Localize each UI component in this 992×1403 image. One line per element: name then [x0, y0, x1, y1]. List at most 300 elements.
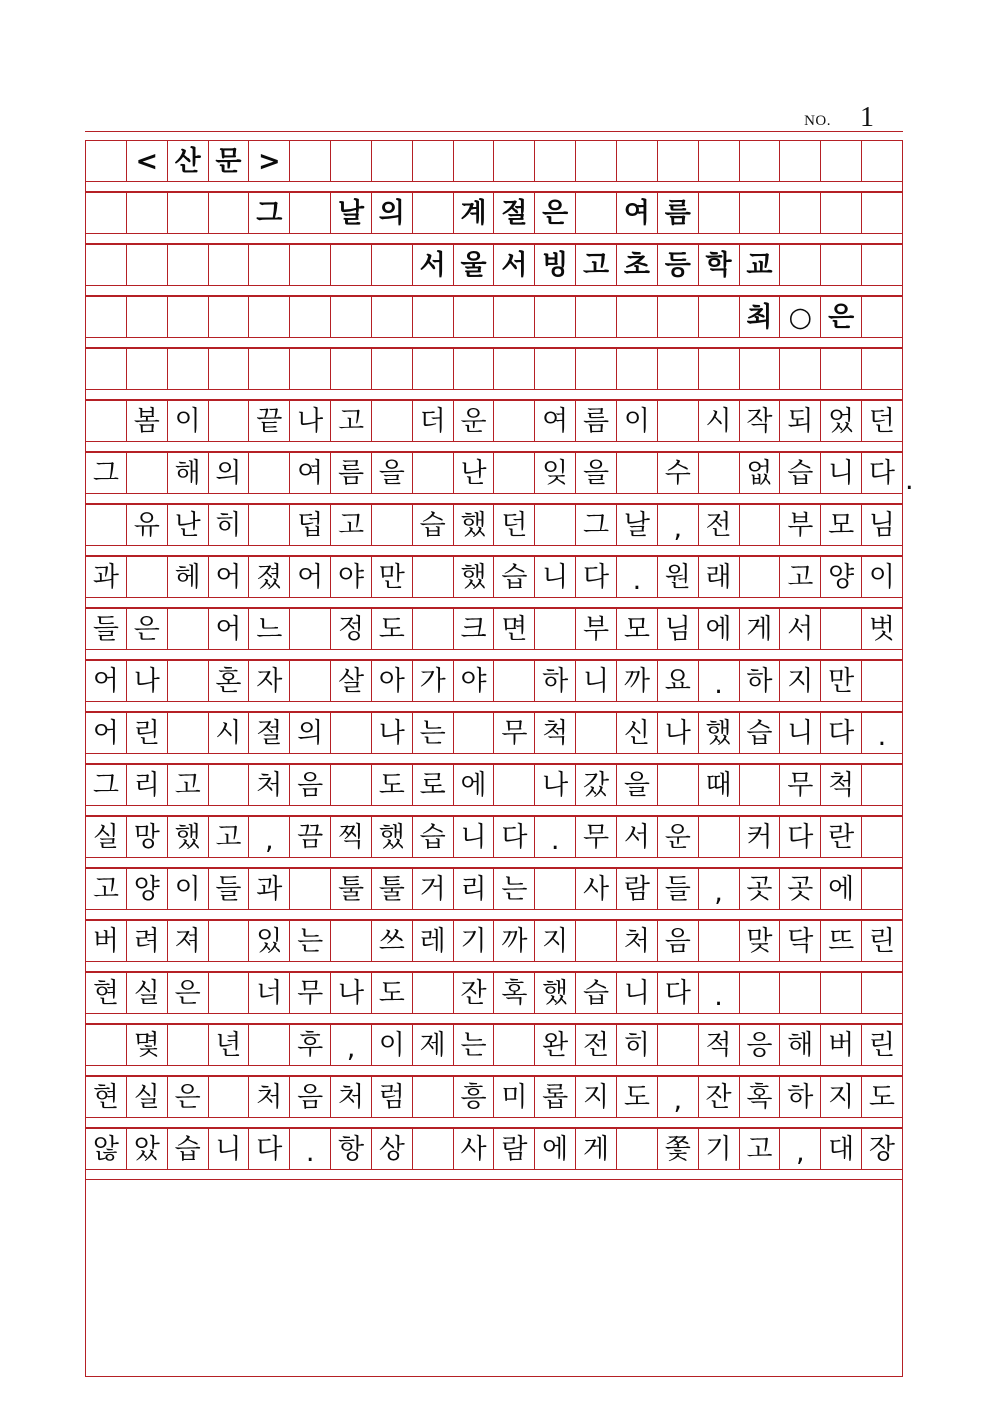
grid-cell[interactable]: 하	[740, 661, 781, 701]
grid-cell[interactable]: 님	[658, 609, 699, 649]
grid-cell[interactable]: 서	[413, 245, 454, 285]
grid-cell[interactable]: 빙	[535, 245, 576, 285]
grid-cell[interactable]	[658, 297, 699, 337]
grid-cell[interactable]	[209, 297, 250, 337]
grid-cell[interactable]	[494, 401, 535, 441]
grid-cell[interactable]: 어	[86, 661, 127, 701]
grid-cell[interactable]	[413, 1077, 454, 1117]
grid-cell[interactable]	[740, 557, 781, 597]
grid-cell[interactable]: 고	[331, 401, 372, 441]
grid-cell[interactable]: .	[699, 661, 740, 701]
grid-cell[interactable]: 지	[535, 921, 576, 961]
grid-cell[interactable]	[658, 765, 699, 805]
grid-cell[interactable]	[535, 349, 576, 389]
grid-cell[interactable]	[290, 193, 331, 233]
grid-cell[interactable]: 양	[127, 869, 168, 909]
grid-cell[interactable]: 은	[127, 609, 168, 649]
grid-cell[interactable]	[86, 349, 127, 389]
grid-cell[interactable]: 쓰	[372, 921, 413, 961]
grid-cell[interactable]	[699, 921, 740, 961]
grid-cell[interactable]	[862, 297, 903, 337]
grid-cell[interactable]	[821, 245, 862, 285]
grid-cell[interactable]	[535, 505, 576, 545]
grid-cell[interactable]: 그	[86, 765, 127, 805]
grid-cell[interactable]: 게	[740, 609, 781, 649]
grid-cell[interactable]: 초	[617, 245, 658, 285]
grid-cell[interactable]: 크	[454, 609, 495, 649]
grid-cell[interactable]: 느	[249, 609, 290, 649]
grid-cell[interactable]: 도	[372, 973, 413, 1013]
grid-cell[interactable]: 척	[821, 765, 862, 805]
grid-cell[interactable]: 린	[127, 713, 168, 753]
grid-cell[interactable]	[290, 141, 331, 181]
grid-cell[interactable]	[862, 817, 903, 857]
grid-cell[interactable]: 럼	[372, 1077, 413, 1117]
grid-cell[interactable]: 살	[331, 661, 372, 701]
grid-cell[interactable]: 어	[209, 557, 250, 597]
grid-cell[interactable]: >	[249, 141, 290, 181]
grid-cell[interactable]: 대	[821, 1129, 862, 1169]
grid-cell[interactable]	[372, 297, 413, 337]
grid-cell[interactable]: 끔	[290, 817, 331, 857]
grid-cell[interactable]: 실	[86, 817, 127, 857]
grid-cell[interactable]	[249, 505, 290, 545]
grid-cell[interactable]	[209, 349, 250, 389]
grid-cell[interactable]	[331, 921, 372, 961]
grid-cell[interactable]	[413, 141, 454, 181]
grid-cell[interactable]: 습	[494, 557, 535, 597]
grid-cell[interactable]	[127, 453, 168, 493]
grid-cell[interactable]	[494, 141, 535, 181]
grid-cell[interactable]: 습	[740, 713, 781, 753]
blank-writing-area[interactable]	[85, 1180, 903, 1377]
grid-cell[interactable]	[780, 141, 821, 181]
grid-cell[interactable]: 잊	[535, 453, 576, 493]
grid-cell[interactable]: 았	[127, 1129, 168, 1169]
grid-cell[interactable]: 닥	[780, 921, 821, 961]
grid-cell[interactable]: 여	[535, 401, 576, 441]
grid-cell[interactable]: 흥	[454, 1077, 495, 1117]
grid-cell[interactable]: 은	[535, 193, 576, 233]
grid-cell[interactable]	[862, 193, 903, 233]
grid-cell[interactable]	[331, 349, 372, 389]
grid-cell[interactable]	[413, 973, 454, 1013]
grid-cell[interactable]	[699, 817, 740, 857]
grid-cell[interactable]: ○	[780, 297, 821, 337]
grid-cell[interactable]: 레	[413, 921, 454, 961]
grid-cell[interactable]: 서	[780, 609, 821, 649]
grid-cell[interactable]: 여	[290, 453, 331, 493]
grid-cell[interactable]: 습	[780, 453, 821, 493]
grid-cell[interactable]	[86, 245, 127, 285]
grid-cell[interactable]: 곳	[740, 869, 781, 909]
grid-cell[interactable]	[413, 193, 454, 233]
grid-cell[interactable]	[454, 141, 495, 181]
grid-cell[interactable]: 장	[862, 1129, 903, 1169]
grid-cell[interactable]: 요	[658, 661, 699, 701]
grid-cell[interactable]: 했	[372, 817, 413, 857]
grid-cell[interactable]: 이	[168, 869, 209, 909]
grid-cell[interactable]	[699, 193, 740, 233]
grid-cell[interactable]	[168, 193, 209, 233]
grid-cell[interactable]: 해	[168, 453, 209, 493]
grid-cell[interactable]: 절	[249, 713, 290, 753]
grid-cell[interactable]: 을	[372, 453, 413, 493]
grid-cell[interactable]	[290, 869, 331, 909]
grid-cell[interactable]	[168, 609, 209, 649]
grid-cell[interactable]: 사	[454, 1129, 495, 1169]
grid-cell[interactable]: 자	[249, 661, 290, 701]
grid-cell[interactable]	[413, 557, 454, 597]
grid-cell[interactable]: 정	[331, 609, 372, 649]
grid-cell[interactable]: 등	[658, 245, 699, 285]
grid-cell[interactable]: 무	[780, 765, 821, 805]
grid-cell[interactable]: 있	[249, 921, 290, 961]
grid-cell[interactable]: 가	[413, 661, 454, 701]
grid-cell[interactable]: 은	[168, 973, 209, 1013]
grid-cell[interactable]: 니	[535, 557, 576, 597]
grid-cell[interactable]	[209, 921, 250, 961]
grid-cell[interactable]	[780, 973, 821, 1013]
grid-cell[interactable]	[168, 245, 209, 285]
grid-cell[interactable]	[780, 349, 821, 389]
grid-cell[interactable]: 신	[617, 713, 658, 753]
grid-cell[interactable]: 문	[209, 141, 250, 181]
grid-cell[interactable]: 이	[168, 401, 209, 441]
grid-cell[interactable]	[86, 1025, 127, 1065]
grid-cell[interactable]: 까	[494, 921, 535, 961]
grid-cell[interactable]: 산	[168, 141, 209, 181]
grid-cell[interactable]	[617, 141, 658, 181]
grid-cell[interactable]: 고	[740, 1129, 781, 1169]
grid-cell[interactable]: 나	[658, 713, 699, 753]
grid-cell[interactable]	[576, 297, 617, 337]
grid-cell[interactable]	[658, 349, 699, 389]
grid-cell[interactable]: 하	[780, 1077, 821, 1117]
grid-cell[interactable]: 무	[290, 973, 331, 1013]
grid-cell[interactable]: 없	[740, 453, 781, 493]
grid-cell[interactable]: 다	[780, 817, 821, 857]
grid-cell[interactable]: 니	[617, 973, 658, 1013]
grid-cell[interactable]	[168, 349, 209, 389]
grid-cell[interactable]	[740, 973, 781, 1013]
grid-cell[interactable]: .	[699, 973, 740, 1013]
grid-cell[interactable]	[290, 349, 331, 389]
grid-cell[interactable]: 절	[494, 193, 535, 233]
grid-cell[interactable]	[249, 349, 290, 389]
grid-cell[interactable]: 곳	[780, 869, 821, 909]
grid-cell[interactable]: 음	[658, 921, 699, 961]
grid-cell[interactable]	[535, 297, 576, 337]
grid-cell[interactable]: 람	[494, 1129, 535, 1169]
grid-cell[interactable]: ,	[658, 1077, 699, 1117]
grid-cell[interactable]: 음	[290, 765, 331, 805]
grid-cell[interactable]: 실	[127, 973, 168, 1013]
grid-cell[interactable]	[127, 297, 168, 337]
grid-cell[interactable]: 완	[535, 1025, 576, 1065]
grid-cell[interactable]	[331, 245, 372, 285]
grid-cell[interactable]: 않	[86, 1129, 127, 1169]
grid-cell[interactable]: 처	[249, 1077, 290, 1117]
grid-cell[interactable]: 만	[372, 557, 413, 597]
grid-cell[interactable]	[168, 1025, 209, 1065]
grid-cell[interactable]: 는	[413, 713, 454, 753]
grid-cell[interactable]	[372, 505, 413, 545]
grid-cell[interactable]: 야	[454, 661, 495, 701]
grid-cell[interactable]	[699, 297, 740, 337]
grid-cell[interactable]	[821, 349, 862, 389]
grid-cell[interactable]: 름	[576, 401, 617, 441]
grid-cell[interactable]: 쫓	[658, 1129, 699, 1169]
grid-cell[interactable]	[862, 973, 903, 1013]
grid-cell[interactable]: 져	[168, 921, 209, 961]
grid-cell[interactable]: 는	[494, 869, 535, 909]
grid-cell[interactable]	[576, 349, 617, 389]
grid-cell[interactable]: 벗	[862, 609, 903, 649]
grid-cell[interactable]: 이	[617, 401, 658, 441]
grid-cell[interactable]: 몇	[127, 1025, 168, 1065]
grid-cell[interactable]: 과	[249, 869, 290, 909]
grid-cell[interactable]	[617, 453, 658, 493]
grid-cell[interactable]	[372, 401, 413, 441]
grid-cell[interactable]: 찍	[331, 817, 372, 857]
grid-cell[interactable]	[740, 765, 781, 805]
grid-cell[interactable]	[740, 505, 781, 545]
grid-cell[interactable]: 려	[127, 921, 168, 961]
grid-cell[interactable]: 린	[862, 921, 903, 961]
grid-cell[interactable]: 린	[862, 1025, 903, 1065]
grid-cell[interactable]: 시	[699, 401, 740, 441]
grid-cell[interactable]: 적	[699, 1025, 740, 1065]
grid-cell[interactable]: 혹	[494, 973, 535, 1013]
grid-cell[interactable]	[413, 297, 454, 337]
grid-cell[interactable]: 에	[821, 869, 862, 909]
grid-cell[interactable]: 롭	[535, 1077, 576, 1117]
grid-cell[interactable]: 무	[494, 713, 535, 753]
grid-cell[interactable]	[413, 1129, 454, 1169]
grid-cell[interactable]: 더	[413, 401, 454, 441]
grid-cell[interactable]: 람	[617, 869, 658, 909]
grid-cell[interactable]: 다	[249, 1129, 290, 1169]
grid-cell[interactable]: 덥	[290, 505, 331, 545]
grid-cell[interactable]: 도	[862, 1077, 903, 1117]
grid-cell[interactable]: 모	[821, 505, 862, 545]
grid-cell[interactable]: 리	[127, 765, 168, 805]
grid-cell[interactable]: 혹	[740, 1077, 781, 1117]
grid-cell[interactable]	[372, 245, 413, 285]
grid-cell[interactable]	[780, 193, 821, 233]
grid-cell[interactable]	[331, 765, 372, 805]
grid-cell[interactable]: 했	[168, 817, 209, 857]
grid-cell[interactable]: 로	[413, 765, 454, 805]
grid-cell[interactable]: 울	[454, 245, 495, 285]
grid-cell[interactable]: ,	[331, 1025, 372, 1065]
grid-cell[interactable]: 척	[535, 713, 576, 753]
grid-cell[interactable]: 고	[780, 557, 821, 597]
grid-cell[interactable]	[413, 349, 454, 389]
grid-cell[interactable]: 나	[290, 401, 331, 441]
grid-cell[interactable]: 했	[535, 973, 576, 1013]
grid-cell[interactable]: .	[535, 817, 576, 857]
grid-cell[interactable]	[86, 297, 127, 337]
grid-cell[interactable]: 는	[454, 1025, 495, 1065]
grid-cell[interactable]: 니	[780, 713, 821, 753]
grid-cell[interactable]: 까	[617, 661, 658, 701]
grid-cell[interactable]: 름	[331, 453, 372, 493]
grid-cell[interactable]	[86, 505, 127, 545]
grid-cell[interactable]: ,	[249, 817, 290, 857]
grid-cell[interactable]	[249, 1025, 290, 1065]
grid-cell[interactable]: 을	[576, 453, 617, 493]
grid-cell[interactable]: 년	[209, 1025, 250, 1065]
grid-cell[interactable]: 이	[862, 557, 903, 597]
grid-cell[interactable]: 고	[576, 245, 617, 285]
grid-cell[interactable]	[290, 609, 331, 649]
grid-cell[interactable]	[209, 765, 250, 805]
grid-cell[interactable]: 래	[699, 557, 740, 597]
grid-cell[interactable]	[331, 141, 372, 181]
grid-cell[interactable]: 교	[740, 245, 781, 285]
grid-cell[interactable]: 잔	[454, 973, 495, 1013]
grid-cell[interactable]	[209, 401, 250, 441]
grid-cell[interactable]	[617, 349, 658, 389]
grid-cell[interactable]: 무	[576, 817, 617, 857]
grid-cell[interactable]: 나	[331, 973, 372, 1013]
grid-cell[interactable]	[494, 765, 535, 805]
grid-cell[interactable]	[617, 1129, 658, 1169]
grid-cell[interactable]	[372, 141, 413, 181]
grid-cell[interactable]: 히	[617, 1025, 658, 1065]
grid-cell[interactable]: 끝	[249, 401, 290, 441]
grid-cell[interactable]: 은	[821, 297, 862, 337]
grid-cell[interactable]	[494, 1025, 535, 1065]
grid-cell[interactable]: 란	[821, 817, 862, 857]
grid-cell[interactable]: 다	[658, 973, 699, 1013]
grid-cell[interactable]	[290, 245, 331, 285]
grid-cell[interactable]: <	[127, 141, 168, 181]
grid-cell[interactable]: 그	[576, 505, 617, 545]
grid-cell[interactable]: 게	[576, 1129, 617, 1169]
grid-cell[interactable]	[127, 349, 168, 389]
grid-cell[interactable]: 후	[290, 1025, 331, 1065]
grid-cell[interactable]: 도	[372, 609, 413, 649]
grid-cell[interactable]: 하	[535, 661, 576, 701]
grid-cell[interactable]	[168, 713, 209, 753]
grid-cell[interactable]	[249, 453, 290, 493]
grid-cell[interactable]: 봄	[127, 401, 168, 441]
grid-cell[interactable]	[862, 245, 903, 285]
grid-cell[interactable]: 는	[290, 921, 331, 961]
grid-cell[interactable]: 전	[699, 505, 740, 545]
grid-cell[interactable]	[331, 713, 372, 753]
grid-cell[interactable]: 잔	[699, 1077, 740, 1117]
grid-cell[interactable]: 다	[576, 557, 617, 597]
grid-cell[interactable]	[576, 141, 617, 181]
grid-cell[interactable]: 어	[290, 557, 331, 597]
grid-cell[interactable]: 했	[454, 505, 495, 545]
grid-cell[interactable]	[699, 349, 740, 389]
grid-cell[interactable]: 름	[658, 193, 699, 233]
grid-cell[interactable]: 나	[372, 713, 413, 753]
grid-cell[interactable]	[862, 141, 903, 181]
grid-cell[interactable]: 어	[209, 609, 250, 649]
grid-cell[interactable]: 작	[740, 401, 781, 441]
grid-cell[interactable]	[576, 921, 617, 961]
grid-cell[interactable]: 뜨	[821, 921, 862, 961]
grid-cell[interactable]: ,	[699, 869, 740, 909]
grid-cell[interactable]: 의	[209, 453, 250, 493]
grid-cell[interactable]: 난	[454, 453, 495, 493]
grid-cell[interactable]	[86, 141, 127, 181]
grid-cell[interactable]: 여	[617, 193, 658, 233]
grid-cell[interactable]: 졌	[249, 557, 290, 597]
grid-cell[interactable]	[86, 193, 127, 233]
grid-cell[interactable]: .	[617, 557, 658, 597]
grid-cell[interactable]: 헤	[168, 557, 209, 597]
grid-cell[interactable]: 운	[658, 817, 699, 857]
grid-cell[interactable]	[576, 193, 617, 233]
grid-cell[interactable]: 기	[454, 921, 495, 961]
grid-cell[interactable]: 부	[576, 609, 617, 649]
grid-cell[interactable]: 의	[290, 713, 331, 753]
grid-cell[interactable]: 운	[454, 401, 495, 441]
grid-cell[interactable]	[290, 297, 331, 337]
grid-cell[interactable]: 응	[740, 1025, 781, 1065]
grid-cell[interactable]	[821, 193, 862, 233]
grid-cell[interactable]	[127, 245, 168, 285]
grid-cell[interactable]	[699, 453, 740, 493]
grid-cell[interactable]: 다	[862, 453, 903, 493]
grid-cell[interactable]: 어	[86, 713, 127, 753]
grid-cell[interactable]	[413, 453, 454, 493]
grid-cell[interactable]: 습	[168, 1129, 209, 1169]
grid-cell[interactable]	[372, 349, 413, 389]
grid-cell[interactable]	[494, 297, 535, 337]
grid-cell[interactable]: 전	[576, 1025, 617, 1065]
grid-cell[interactable]: 리	[454, 869, 495, 909]
grid-cell[interactable]: 그	[249, 193, 290, 233]
grid-cell[interactable]: 이	[372, 1025, 413, 1065]
grid-cell[interactable]: 미	[494, 1077, 535, 1117]
grid-cell[interactable]	[413, 609, 454, 649]
grid-cell[interactable]	[617, 297, 658, 337]
grid-cell[interactable]	[290, 661, 331, 701]
grid-cell[interactable]: 서	[617, 817, 658, 857]
grid-cell[interactable]	[658, 141, 699, 181]
grid-cell[interactable]: 에	[699, 609, 740, 649]
grid-cell[interactable]: 면	[494, 609, 535, 649]
grid-cell[interactable]: 거	[413, 869, 454, 909]
grid-cell[interactable]	[740, 349, 781, 389]
grid-cell[interactable]: 상	[372, 1129, 413, 1169]
grid-cell[interactable]: 고	[209, 817, 250, 857]
grid-cell[interactable]: 니	[576, 661, 617, 701]
grid-cell[interactable]: ,	[658, 505, 699, 545]
grid-cell[interactable]: 나	[127, 661, 168, 701]
grid-cell[interactable]	[249, 245, 290, 285]
grid-cell[interactable]	[331, 297, 372, 337]
grid-cell[interactable]: 니	[209, 1129, 250, 1169]
grid-cell[interactable]: 고	[168, 765, 209, 805]
grid-cell[interactable]	[780, 245, 821, 285]
grid-cell[interactable]	[209, 973, 250, 1013]
grid-cell[interactable]: 갔	[576, 765, 617, 805]
grid-cell[interactable]	[535, 141, 576, 181]
grid-cell[interactable]: 습	[576, 973, 617, 1013]
grid-cell[interactable]: 양	[821, 557, 862, 597]
grid-cell[interactable]: 들	[86, 609, 127, 649]
grid-cell[interactable]: 지	[821, 1077, 862, 1117]
